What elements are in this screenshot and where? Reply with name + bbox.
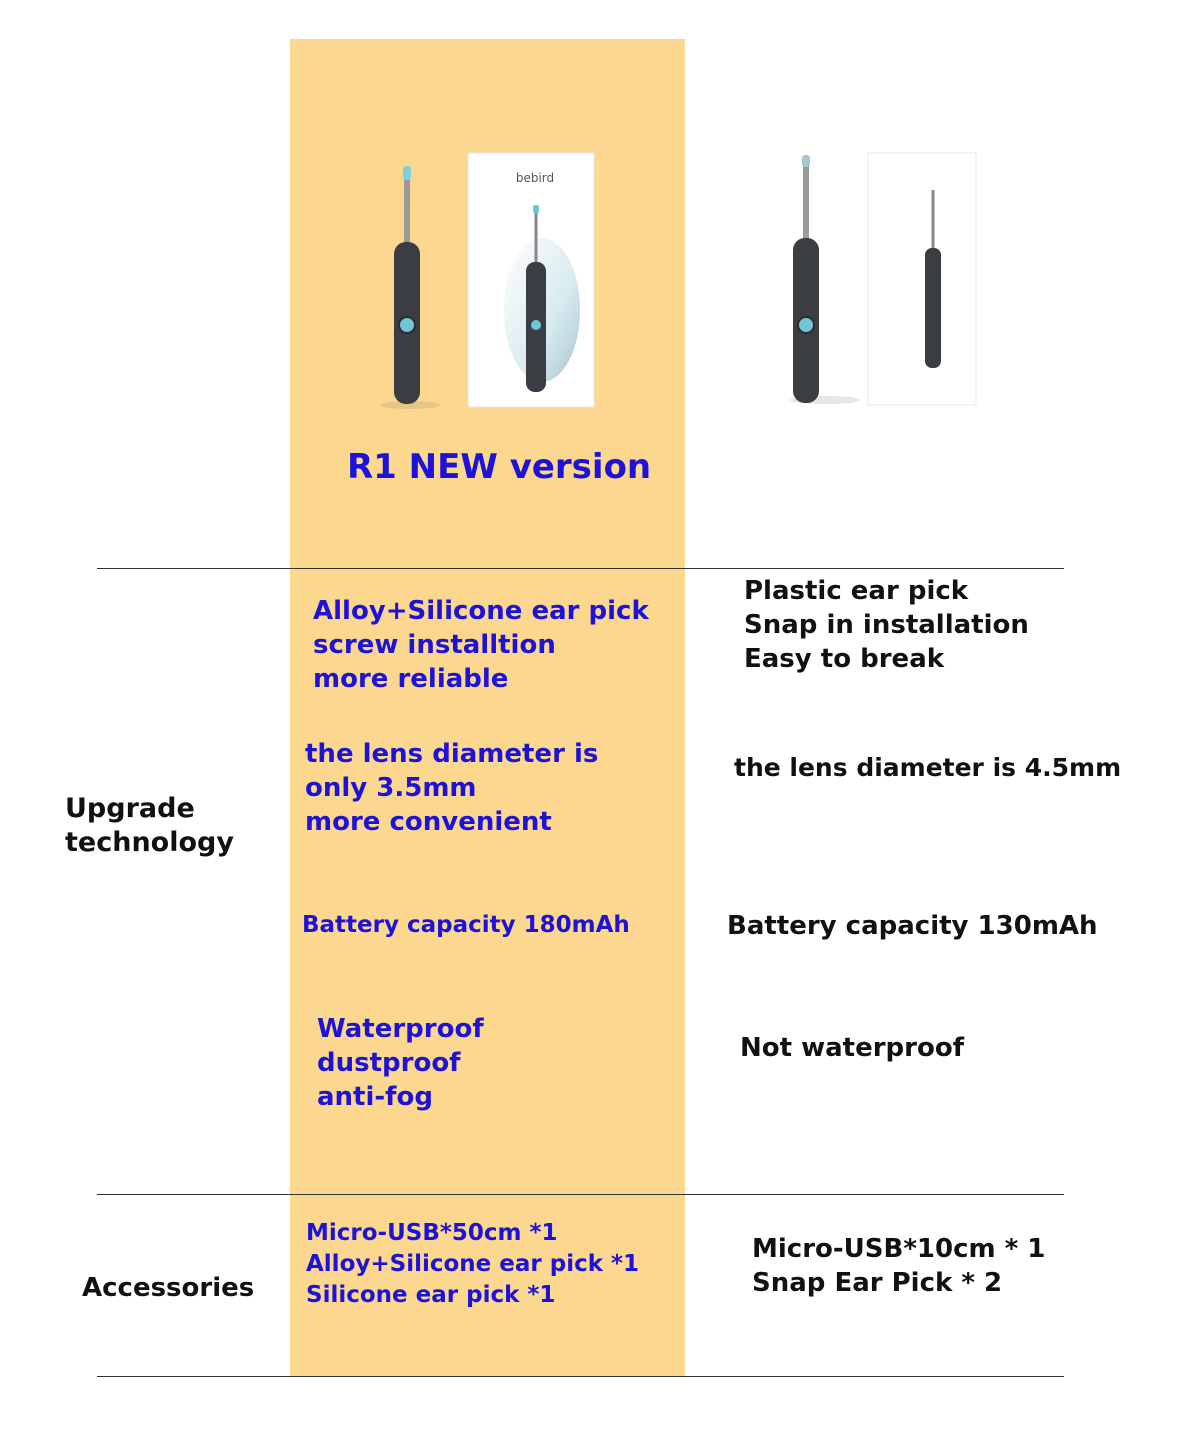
divider-bottom [97,1376,1064,1377]
new-ear-pick-feature: Alloy+Silicone ear pick screw installtion more reliable [313,596,649,694]
accessories-label: Accessories [82,1273,255,1303]
old-accessories-list: Micro-USB*10cm * 1 Snap Ear Pick * 2 [752,1234,1046,1298]
old-lens-feature: the lens diameter is 4.5mm [734,753,1122,782]
old-product-image [775,150,985,415]
old-protection-feature: Not waterproof [740,1033,965,1063]
new-lens-feature: the lens diameter is only 3.5mm more convenient [305,739,599,837]
divider-middle [97,1194,1064,1195]
box-brand-logo: bebird [515,171,555,185]
old-battery-feature: Battery capacity 130mAh [727,911,1098,941]
divider-top [97,568,1064,569]
new-battery-feature: Battery capacity 180mAh [302,912,630,938]
upgrade-technology-label: Upgrade technology [65,793,234,858]
new-accessories-list: Micro-USB*50cm *1 Alloy+Silicone ear pick *1 Silicone ear pick *1 [306,1220,640,1308]
old-ear-pick-feature: Plastic ear pick Snap in installation Easy to break [744,576,1029,674]
new-protection-feature: Waterproof dustproof anti-fog [317,1014,484,1112]
new-version-title: R1 NEW version [347,447,652,487]
new-product-image [370,150,610,415]
